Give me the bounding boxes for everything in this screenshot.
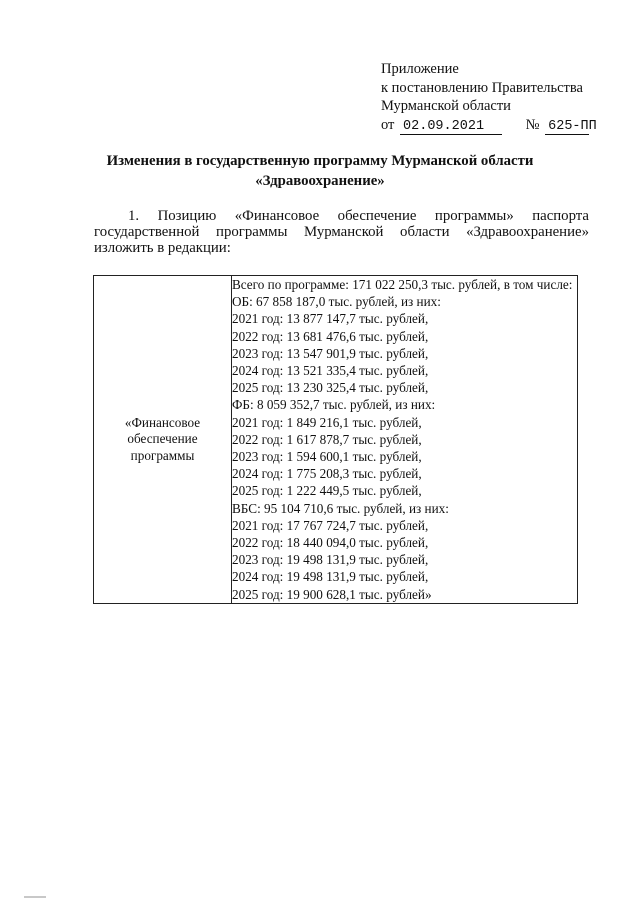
fb-year-line: 2025 год: 1 222 449,5 тыс. рублей, [232,483,422,499]
appendix-date-number-line [381,116,597,135]
ob-year-line: 2024 год: 13 521 335,4 тыс. рублей, [232,363,429,379]
ob-year-line: 2023 год: 13 547 901,9 тыс. рублей, [232,345,429,361]
instruction-line-2: государственной программы Мурманской области «Здравоохранение» [94,224,589,240]
ob-year-line: 2025 год: 13 230 325,4 тыс. рублей, [232,380,429,396]
position-label-line: «Финансовое [124,414,201,430]
instruction-line-1: 1. Позицию «Финансовое обеспечение программы» паспорта [128,208,589,224]
number-sign: № [525,116,540,133]
vbs-year-line: 2023 год: 19 498 131,9 тыс. рублей, [232,552,429,568]
document-title [60,151,580,191]
appendix-title: Приложение [381,61,459,77]
ob-total-line: ОБ: 67 858 187,0 тыс. рублей, из них: [232,294,441,310]
appendix-region-line: Мурманской области [381,98,511,114]
vbs-year-line: 2022 год: 18 440 094,0 тыс. рублей, [232,535,429,551]
document-title-line-1: Изменения в государственную программу Мурманской области [106,153,534,169]
resolution-number: 625-ПП [545,119,589,135]
fb-year-line: 2021 год: 1 849 216,1 тыс. рублей, [232,414,422,430]
fb-total-line: ФБ: 8 059 352,7 тыс. рублей, из них: [232,397,436,413]
resolution-date: 02.09.2021 [400,119,502,135]
vbs-total-line: ВБС: 95 104 710,6 тыс. рублей, из них: [232,500,449,516]
position-cell [94,276,232,604]
position-label-line: обеспечение [127,431,198,447]
vbs-year-line: 2025 год: 19 900 628,1 тыс. рублей» [232,586,432,602]
ob-year-line: 2021 год: 13 877 147,7 тыс. рублей, [232,311,429,327]
position-label-line: программы [130,447,195,463]
appendix-resolution-line: к постановлению Правительства [381,79,583,96]
vbs-year-line: 2021 год: 17 767 724,7 тыс. рублей, [232,517,429,533]
financing-table [93,275,578,604]
fb-year-line: 2024 год: 1 775 208,3 тыс. рублей, [232,466,422,482]
fb-year-line: 2022 год: 1 617 878,7 тыс. рублей, [232,431,422,447]
fb-year-line: 2023 год: 1 594 600,1 тыс. рублей, [232,449,422,465]
scan-artifact [24,896,46,898]
ob-year-line: 2022 год: 13 681 476,6 тыс. рублей, [232,328,429,344]
appendix-header [381,60,597,135]
document-title-line-2: «Здравоохранение» [255,173,385,189]
values-cell [232,276,578,604]
instruction-line-3: изложить в редакции: [94,240,231,256]
vbs-year-line: 2024 год: 19 498 131,9 тыс. рублей, [232,569,429,585]
date-prefix: от [381,116,395,133]
instruction-paragraph [94,208,589,256]
total-line: Всего по программе: 171 022 250,3 тыс. рублей, в том числе: [232,277,573,292]
table-row [94,276,578,604]
